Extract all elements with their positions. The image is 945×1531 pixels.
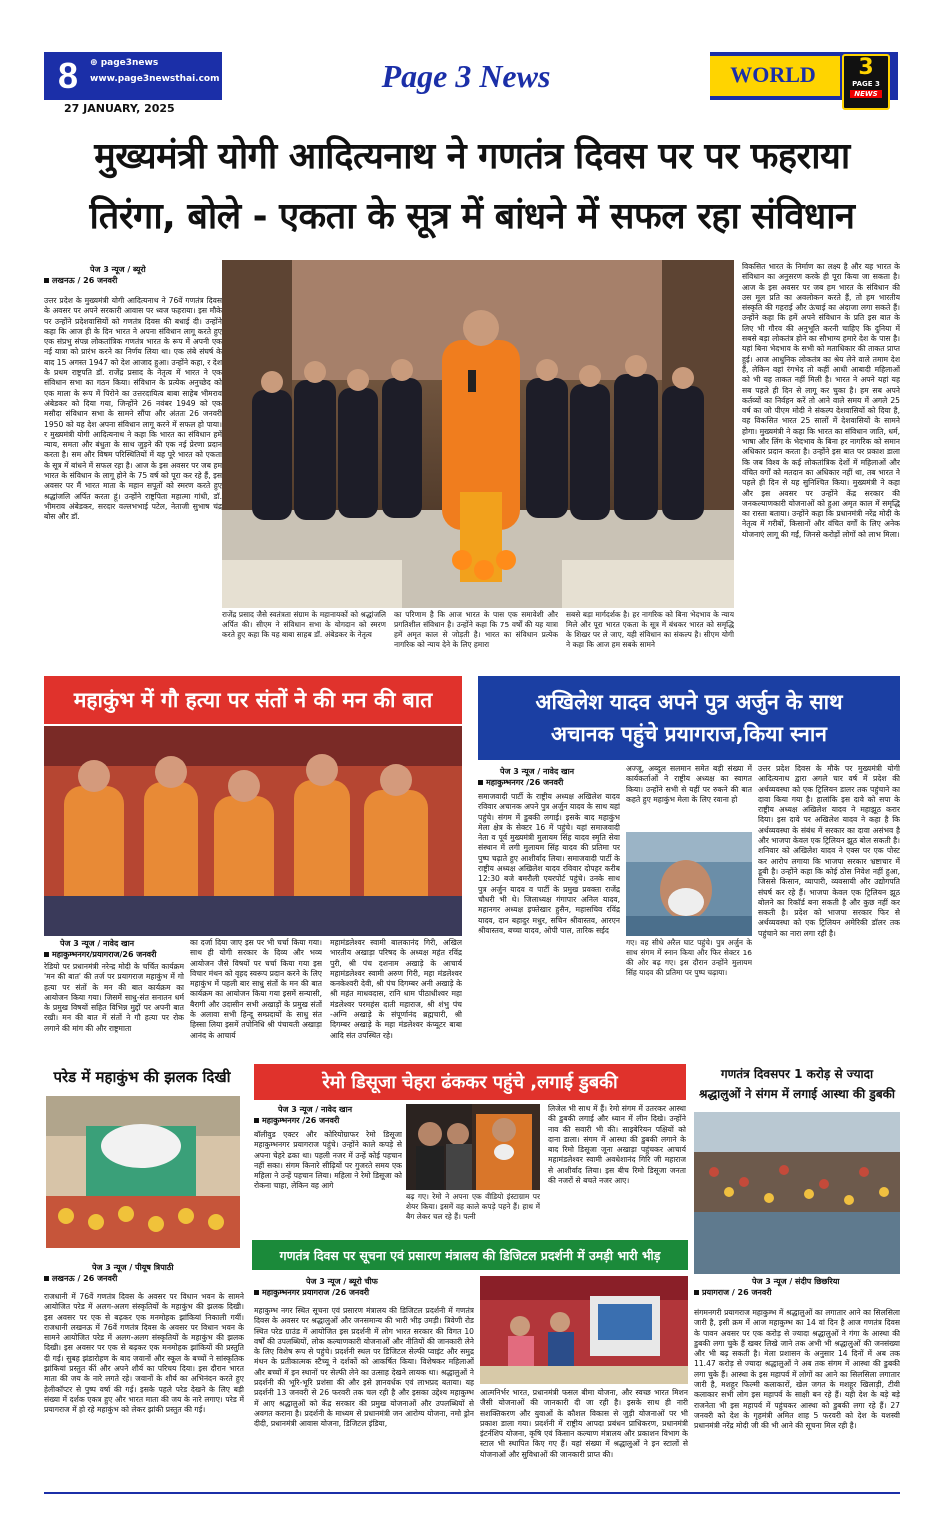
story3-column-3: उत्तर प्रदेश दिवस के मौके पर मुख्यमंत्री योगी आदित्यनाथ द्वारा अगले चार वर्ष में प्रदेश की अर्थव्यवस्था को एक ट्रिलियन डालर तक पहुंचाने का दावा किया गया है। हालांकि इस दावे को सपा के राष्ट्रीय अध्यक्ष अखिलेश यादव ने महाझूठ करार दिया। इस दावे पर अखिलेश यादव ने कहा है कि अर्थव्यवस्था के संबंध में सरकार का दावा असंभव है और भाजपा केवल एक ट्रिलियन झूठ बोल सकती है। शनिवार को अखिलेश यादव ने एक्स पर एक पोस्ट कर आरोप लगाया कि भाजपा सरकार भ्रष्टाचार में डूबी है। उन्होंने कहा कि कोई ठोस निवेश नहीं हुआ, जिससे किसान, व्यापारी, व्यवसायी और उद्योगपति संघर्ष कर रहे हैं। भाजपा केवल एक ट्रिलियन झूठ बोलने का रिकॉर्ड बना सकती है और कुछ नहीं कर सकती है। प्रदेश को भाजपा सरकार फिर से अर्थव्यवस्था को एक ट्रिलियन अमेरिकी डॉलर तक पहुंचाने का नारा लगा रही है। bbox=[758, 764, 900, 938]
story7-photo bbox=[480, 1276, 688, 1384]
logo-number: 3 bbox=[858, 55, 874, 80]
logo-text: PAGE 3 bbox=[852, 80, 880, 88]
issue-date: 27 JANUARY, 2025 bbox=[64, 102, 175, 115]
logo-box bbox=[842, 54, 890, 110]
page-number: 8 bbox=[58, 55, 79, 96]
exhibition-stall-photo bbox=[480, 1276, 688, 1384]
website: www.page3newsthai.com bbox=[90, 74, 220, 84]
story2-photo bbox=[44, 726, 462, 936]
story5-byline: पेज 3 न्यूज / नावेद खान महाकुम्भनगर /26 जनवरी bbox=[254, 1104, 402, 1126]
story2-headline: महाकुंभ में गौ हत्या पर संतों ने की मन की बात bbox=[44, 676, 462, 724]
flag-hoisting-photo bbox=[222, 260, 734, 608]
story4-headline: परेड में महाकुंभ की झलक दिखी bbox=[53, 1068, 231, 1086]
story3-headline-line2: अचानक पहुंचे प्रयागराज,किया स्नान bbox=[551, 722, 827, 746]
lead-photo bbox=[222, 260, 734, 608]
story2-byline: पेज 3 न्यूज / नावेद खान महाकुम्भनगर/प्रयागराज/26 जनवरी bbox=[44, 938, 184, 960]
story7-headline: गणतंत्र दिवस पर सूचना एवं प्रसारण मंत्रालय की डिजिटल प्रदर्शनी में उमड़ी भारी भीड़ bbox=[252, 1240, 688, 1270]
story2-column-1: रेडियो पर प्रधानमंत्री नरेन्द्र मोदी के चर्चित कार्यक्रम 'मन की बात' की तर्ज पर प्रयागराज महाकुंभ में गो हत्या पर संतों के मन की बात कार्यक्रम का आयोजन किया गया। जिसमें साधु-संत सनातन धर्म के प्रमुख विषयों सहित विभिन्न मुद्दों पर अपनी बात रखी। मन की बात में संतों ने गौ हत्या पर रोक लगाने की मांग की और राष्ट्रमाता bbox=[44, 962, 184, 1033]
saints-gathering-photo bbox=[44, 726, 462, 936]
story7-column-1: महाकुम्भ नगर स्थित सूचना एवं प्रसारण मंत्रालय की डिजिटल प्रदर्शनी में गणतंत्र दिवस के अवसर पर श्रद्धालुओं और जनसमान्य की भारी भीड़ उमड़ी। त्रिवेणी रोड स्थित परेड ग्राउंड में आयोजित इस प्रदर्शनी में लोग भारत सरकार की विगत 10 वर्षों की उपलब्धियों, लोक कल्याणकारी योजनाओं और नीतियों की जानकारी लेने के लिए विशेष रूप से पहुंचे। प्रदर्शनी स्थल पर डिजिटल सेल्फी प्वाइंट और समुद्र मंथन के प्रतीकात्मक स्टैच्यू ने दर्शकों को आकर्षित किया। विशेषकर महिलाओं और बच्चों में इन स्थानों पर सेल्फी लेने का उत्साह देखने लायक था। श्रद्धालुओं ने प्रदर्शनी की भूरि-भूरि प्रशंसा की और इसे ज्ञानवर्धक एवं लाभप्रद बताया। यह प्रदर्शनी 13 जनवरी से 26 फरवरी तक चल रही है और इसका उद्देश्य महाकुम्भ में आए श्रद्धालुओं को केंद्र सरकार की प्रमुख योजनाओं और उपलब्धियों से अवगत कराना है। प्रदर्शनी के माध्यम से प्रधानमंत्री जन आरोग्य योजना, नमो ड्रोन दीदी, प्रधानमंत्री आवास योजना, डिजिटल इंडिया, bbox=[254, 1306, 474, 1429]
story3-caption: गए। वह सीधे अरैल घाट पहुंचे। पुत्र अर्जुन के साथ संगम में स्नान किया और फिर सेक्टर 16 की ओर बढ़ गए। इस दौरान उन्होंने मुलायम सिंह यादव की प्रतिमा पर पुष्प चढ़ाया। bbox=[626, 938, 752, 977]
lead-caption-3: सबसे बड़ा मार्गदर्शक है। हर नागरिक को बिना भेदभाव के न्याय मिले और पूरा भारत एकता के सूत्र में बंधकर भारत को समृद्धि के शिखर पर ले जाए, यही संविधान का संकल्प है। सीएम योगी ने कहा कि आज हम सबके सामने bbox=[566, 610, 734, 649]
remo-dsouza-photo bbox=[406, 1104, 540, 1190]
story2-column-2: का दर्जा दिया जाए इस पर भी चर्चा किया गया। साथ ही योगी सरकार के दिव्य और भव्य आयोजन जैसे विषयों पर चर्चा किया गया इस विचार मंथन को वृहद स्वरूप प्रदान करने के लिए महाकुंभ में पहली बार साधु संतों के मन की बात कार्यक्रम का आयोजन किया गया इसमें सन्यासी, बैरागी और उदासीन सभी अखाड़ों के प्रमुख संतों के अलावा सभी हिन्दू सम्प्रदायों के साधु संत हिस्सा लिया इसमें तपोनिधि श्री पंचायती अखाड़ा आनंद के आचार्य bbox=[190, 938, 322, 1040]
bottom-rule bbox=[44, 1492, 900, 1494]
story2-column-3: महामंडलेश्वर स्वामी बालकानंद गिरी, अखिल भारतीय अखाड़ा परिषद के अध्यक्ष महंत रविंद्र पुरी, श्री पंच दशनाम अखाड़े के आचार्य महामंडलेश्वर स्वामी अरुण गिरी, महा मंडलेश्वर कनकेश्वरी देवी, श्री पंच दिगम्बर अनी अखाड़े के श्री महंत माधवदास, रानि धाम पीठाधीश्वर महा मंडलेश्वर परमहंस दाती महाराज, श्री शंभु पंच -अग्नि अखाड़े के संपूर्णानंद ब्रह्मचारी, श्री दिगम्बर अखाड़े के महा मंडलेश्वर कंप्यूटर बाबा आदि संत उपस्थित रहे। bbox=[330, 938, 462, 1040]
sangam-crowd-photo bbox=[694, 1112, 900, 1274]
story5-photo bbox=[406, 1104, 540, 1190]
story6-photo bbox=[694, 1112, 900, 1274]
social-icon: ⊕ bbox=[90, 58, 101, 68]
story3-photo bbox=[626, 832, 752, 936]
lead-caption-1: राजेंद्र प्रसाद जैसे स्वतंत्रता संग्राम के महानायकों को श्रद्धांजलि अर्पित की। सीएम ने संविधान सभा के योगदान को स्मरण करते हुए कहा कि यह बाबा साहब डॉ. अंबेडकर के नेतृत्व bbox=[222, 610, 386, 639]
story4-byline: पेज 3 न्यूज / पीयूष त्रिपाठी लखनऊ / 26 जनवरी bbox=[44, 1262, 240, 1284]
story3-column-2: अज्जू, अब्दुल सलमान समेत बड़ी संख्या में कार्यकर्ताओं ने राष्ट्रीय अध्यक्ष का स्वागत किया। उन्होंने सभी से यहीं पर रुकने की बात कहते हुए महाकुंभ मेला के लिए रवाना हो bbox=[626, 764, 752, 804]
lead-headline-line1: मुख्यमंत्री योगी आदित्यनाथ ने गणतंत्र दिवस पर पर फहराया bbox=[94, 136, 850, 177]
story7-byline: पेज 3 न्यूज / ब्यूरो चीफ महाकुम्भनगर प्रयागराज /26 जनवरी bbox=[254, 1276, 474, 1298]
story4-photo bbox=[46, 1096, 240, 1248]
story6-byline: पेज 3 न्यूज / संदीप छिछरिया प्रयागराज / 26 जनवरी bbox=[694, 1276, 900, 1298]
lead-byline: पेज 3 न्यूज / ब्यूरो लखनऊ / 26 जनवरी bbox=[44, 264, 222, 286]
story3-column-1: समाजवादी पार्टी के राष्ट्रीय अध्यक्ष अखिलेश यादव रविवार अचानक अपने पुत्र अर्जुन यादव के साथ यहां पहुंचे। संगम में डुबकी लगाई। इसके बाद महाकुंभ मेला क्षेत्र के सेक्टर 16 में पहुंचे। यहां समाजवादी नेता व पूर्व मुख्यमंत्री मुलायम सिंह यादव स्मृति सेवा संस्थान में लगी मुलायम सिंह यादव की प्रतिमा पर पुष्प चढ़ाते हुए आशीर्वाद लिया। समाजवादी पार्टी के राष्ट्रीय अध्यक्ष अखिलेश यादव रविवार दोपहर करीब 12:30 बजे बमरौली एयरपोर्ट पहुंचे। उनके साथ पुत्र अर्जुन यादव व पार्टी के प्रमुख प्रवक्ता राजेंद्र चौधरी भी थे। जिलाध्यक्ष गंगापार अनिल यादव, महानगर अध्यक्ष इफ्तेखार हुसैन, महासचिव रविंद्र यादव, दान बहादुर मधुर, सचिन श्रीवास्तव, आरएन श्रीवास्तव, बच्चा यादव, ओपी पाल, तारिक सईद bbox=[478, 792, 620, 935]
lead-column-1: उत्तर प्रदेश के मुख्यमंत्री योगी आदित्यनाथ ने 76वें गणतंत्र दिवस के अवसर पर अपने सरकारी आवास पर ध्वज फहराया। इस मौके पर उन्होंने प्रदेशवासियों को गणतंत्र दिवस की बधाई दी। उन्होंने कहा कि आज ही के दिन भारत ने अपना संविधान लागू करते हुए एक संप्रभु संपन्न लोकतांत्रिक गणतंत्र भारत के रूप में अपनी एक नई यात्रा को प्रारंभ करने का निर्णय लिया था। एक लंबे संघर्ष के बाद 15 अगस्त 1947 को देश आजाद हुआ। उन्होंने कहा, र देश के प्रथम राष्ट्रपति डॉ. राजेंद्र प्रसाद के नेतृत्व में भारत ने एक संविधान सभा का गठन किया। संविधान के प्रत्येक अनुच्छेद को एक माला के रूप में पिरोने का उत्तरदायित्व बाबा साहेब भीमराव अंबेडकर को दिया गया, जिन्होंने 26 नवंबर 1949 को एक मसौदा संविधान सभा के सामने सौंपा और अंततः 26 जनवरी 1950 को यह देश अपना संविधान लागू करने में सफल हो पाया।र मुख्यमंत्री योगी आदित्यनाथ ने कहा कि भारत का संविधान हमें न्याय, समता और बंधुता के साथ जुड़ने की एक नई प्रेरणा प्रदान करता है। सम और विषम परिस्थितियों में यह पूरे भारत को एकता के सूत्र में बांधने में सफल रहा है। आज के इस अवसर पर जब हम भारत के संविधान के लागू होने के 75 वर्ष को पूरा कर रहे हैं, इस अवसर पर मैं भारत माता के महान सपूतों को स्मरण करते हुए श्रद्धांजलि अर्पित करता हूं। उन्होंने राष्ट्रपिता महात्मा गांधी, डॉ. भीमराव अंबेडकर, सरदार वल्लभभाई पटेल, नेताजी सुभाष चंद्र बोस और डॉ. bbox=[44, 296, 222, 522]
lead-headline-line2: तिरंगा, बोले - एकता के सूत्र में बांधने में सफल रहा संविधान bbox=[89, 196, 855, 237]
lead-column-3: विकसित भारत के निर्माण का लक्ष्य है और यह भारत के संविधान का अनुसरण करके ही पूरा किया जा सकता है। आज के इस अवसर पर जब हम भारत के संविधान की उस मूल प्रति का अवलोकन करते हैं, तो हम भारतीय संस्कृति की गहराई और ऊंचाई का अंदाजा लगा सकते हैं। उन्होंने कहा कि हमें अपने संविधान के प्रति इस बात के लिए भी गौरव की अनुभूति करनी चाहिए कि दुनिया में सबसे बड़ा लोकतंत्र होने का सौभाग्य हमारे देश के पास है। यहां बिना भेदभाव के सभी को मताधिकार की ताकत प्राप्त हुई। आज आधुनिक लोकतंत्र का श्रेय लेने वाले तमाम देश हैं, लेकिन वहां रंगभेद तो कहीं आधी आबादी महिलाओं को भी यह ताकत नहीं मिली है। भारत ने अपने यहां यह सब पहले ही दिन से लागू कर चुका है। हम सब अपने कर्तव्यों का निर्वहन करें तो आने वाले समय में अगले 25 वर्ष का जो पीएम मोदी ने संकल्प देशवासियों को दिया है, वह विकसित भारत 25 सालों में देशवासियों के सामने होगा। मुख्यमंत्री ने कहा कि भारत का संविधान जाति, धर्म, भाषा और लिंग के भेदभाव के बिना हर नागरिक को समान अधिकार प्रदान करता है। उन्होंने इस बात पर प्रकाश डाला कि जब विश्व के कई लोकतांत्रिक देशों में महिलाओं और वंचित वर्गों को मतदान का अधिकार नहीं था, तब भारत ने पहले ही दिन से यह सुनिश्चित किया। मुख्यमंत्री ने कहा और इस अवसर पर उन्होंने केंद्र सरकार की जनकल्याणकारी योजनाओं को हुआ अमृत काल में समृद्धि का रास्ता बताया। उन्होंने कहा कि प्रधानमंत्री नरेंद्र मोदी के नेतृत्व में गरीबों, किसानों और वंचित वर्गों के लिए अनेक योजनाएं लागू की गईं, जिनसे करोड़ों लोगों को लाभ मिला। bbox=[742, 262, 900, 539]
logo-badge: NEWS bbox=[850, 90, 882, 98]
story3-headline bbox=[478, 676, 900, 760]
masthead-title: Page 3 News bbox=[381, 58, 551, 94]
web-handle: ⊕ page3news bbox=[90, 58, 159, 68]
story3-byline: पेज 3 न्यूज / नावेद खान महाकुम्भनगर /26 जनवरी bbox=[478, 766, 620, 788]
story7-column-2: आत्मनिर्भर भारत, प्रधानमंत्री फसल बीमा योजना, और स्वच्छ भारत मिशन जैसी योजनाओं की जानकारी दी जा रही है। इसके साथ ही नारी सशक्तिकरण और युवाओं के कौशल विकास से जुड़ी योजनाओं पर भी प्रकाश डाला गया। प्रदर्शनी में राष्ट्रीय आपदा प्रबंधन प्राधिकरण, प्रधानमंत्री इंटर्नशिप योजना, कृषि एवं किसान कल्याण मंत्रालय और प्रकाशन विभाग के स्टाल भी स्थापित किए गए हैं। यहां संख्या में श्रद्धालुओं ने इन स्टालों से योजनाओं और सुविधाओं की जानकारी प्राप्त की। bbox=[480, 1388, 688, 1459]
section-label: WORLD bbox=[730, 62, 816, 87]
story3-headline-line1: अखिलेश यादव अपने पुत्र अर्जुन के साथ bbox=[535, 690, 843, 714]
story4-body: राजधानी में 76वें गणतंत्र दिवस के अवसर पर विधान भवन के सामने आयोजित परेड में अलग-अलग संस्कृतियों के महाकुंभ की झलक दिखी। इस अवसर पर एक से बढ़कर एक मनमोहक झांकियां निकाली गयीं। राजधानी लखनऊ में 76वें गणतंत्र दिवस के अवसर पर विधान भवन के सामने आयोजित परेड में अलग-अलग संस्कृतियों के महाकुंभ की झलक दिखी। इस अवसर पर एक से बढ़कर एक मनमोहक झांकियों की प्रस्तुति दी गई। सुबह झंडारोहण के बाद जवानों और स्कूल के बच्चों ने सांस्कृतिक झांकियां प्रस्तुत कीं और अपने शौर्य का परिचय दिया। इस दौरान भारत माता की जय के नारे लगते रहे। जवानों के शौर्य का अभिनंदन करते हुए हेलीकॉप्टर से पुष्प वर्षा की गई। इसके पहले परेड देखने के लिए बड़ी संख्या में दर्शक एकत्र हुए और भारत माता की जय के नारे लगाए। परेड में प्रयागराज में हो रहे महाकुंभ को लेकर झांकी प्रस्तुत की गई। bbox=[44, 1292, 244, 1415]
lead-caption-2: का परिणाम है कि आज भारत के पास एक समावेशी और प्रगतिशील संविधान है। उन्होंने कहा कि 75 वर्षों की यह यात्रा हमें अमृत काल से जोड़ती है। भारत का संविधान प्रत्येक नागरिक को न्याय देने के लिए हमारा bbox=[394, 610, 558, 649]
holy-dip-photo bbox=[626, 832, 752, 936]
story6-body: संगमनगरी प्रयागराज महाकुम्भ में श्रद्धालुओं का लगातार आने का सिलसिला जारी है, इसी क्रम में आज महाकुम्भ का 14 वां दिन है आज गणतंत्र दिवस के पावन अवसर पर एक करोड़ से ज्यादा श्रद्धालुओं ने गंगा के आस्था की डुबकी लगा चुके हैं खबर लिखे जाने तक अभी भी श्रद्धालुओं की जनसंख्या और भी बढ़ सकती है। मेला प्रशासन के अनुसार 14 दिनों में अब तक 11.47 करोड़ से ज्यादा श्रद्धालुओं ने अब तक संगम में आस्था की डुबकी लगा चुके हैं। आस्था के इस महापर्व में लोगों का आने का सिलसिला लगातार जारी है, मशहूर फिल्मी कलाकारों, खेल जगत के मशहूर खिलाड़ी, टीवी कलाकार सभी लोग इस महापर्व के साक्षी बन रहे हैं। यही देश के बड़े बड़े राजनेता भी इस महापर्व में पहुंचकर आस्था को डुबकी लगा रहे हैं। 27 जनवरी को देश के गृहमंत्री अमित शाह 5 फरवरी को देश के यशस्वी प्रधानमंत्री नरेंद्र मोदी जी की भी आने की सूचना मिल रही है। bbox=[694, 1308, 900, 1431]
story5-caption: बढ़ गए। रेमो ने अपना एक वीडियो इंस्टाग्राम पर शेयर किया। इसमें वह काले कपड़े पहने हैं। हाथ में बैग लेकर चल रहे हैं। पत्नी bbox=[406, 1192, 540, 1221]
story5-column-2: लिजेल भी साथ में हैं। रेमो संगम में उतरकर आस्था की डुबकी लगाई और ध्यान में लीन दिखे। उन्होंने नाव की सवारी भी की। साइबेरियन पक्षियों को दाना डाला। संगम में आस्था की डुबकी लगाने के बाद रिमो डिसूजा जूना अखाड़ा पहुंचकर आचार्य महामंडलेश्वर स्वामी अवधेशानंद गिरि जी महाराज से आशीर्वाद लिया। इस बीच रिमो डिसूजा जनता की नजरों से बचते नजर आए। bbox=[548, 1104, 686, 1186]
story5-headline: रेमो डिसूजा चेहरा ढंककर पहुंचे ,लगाई डुबकी bbox=[254, 1064, 686, 1100]
story6-headline bbox=[694, 1064, 900, 1104]
story6-headline-line2: श्रद्धालुओं ने संगम में लगाई आस्था की डुबकी bbox=[699, 1087, 895, 1101]
story6-headline-line1: गणतंत्र दिवसपर 1 करोड़ से ज्यादा bbox=[720, 1067, 874, 1081]
parade-tableau-photo bbox=[46, 1096, 240, 1248]
story5-column-1: बॉलीवुड एक्टर और कोरियोग्राफर रेमो डिसूजा महाकुम्भनगर प्रयागराज पहुंचे। उन्होंने काले कपड़े से अपना चेहरे ढका था। पहली नजर में उन्हें कोई पहचान नहीं सका। संगम किनारे सीढ़ियों पर गुजरते समय एक महिला ने उन्हें पहचान लिया। महिला ने रेमो डिसूजा को रोकना चाहा, लेकिन वह आगे bbox=[254, 1130, 402, 1191]
